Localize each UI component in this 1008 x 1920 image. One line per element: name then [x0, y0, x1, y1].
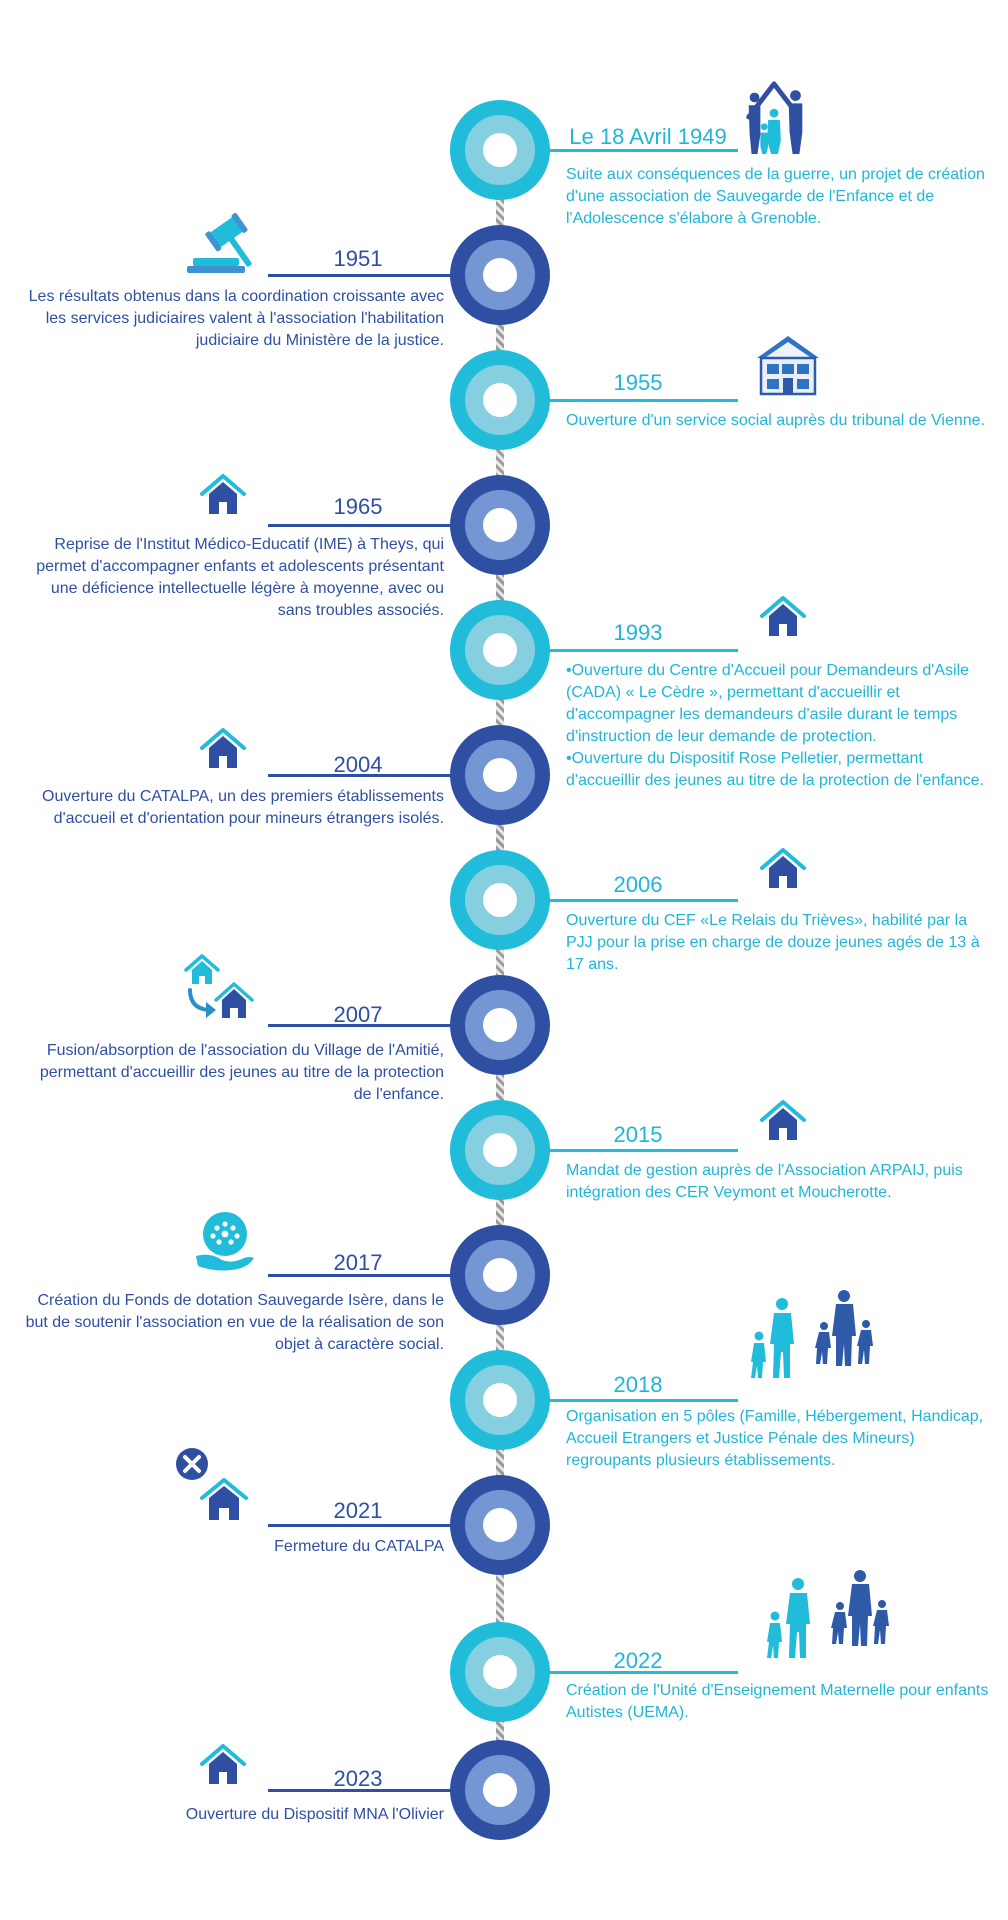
event-description [24, 786, 444, 830]
event-year: 2022 [613, 1648, 663, 1673]
timeline-connector [548, 899, 738, 902]
timeline-node [450, 1225, 550, 1325]
timeline-connector [268, 274, 452, 277]
event-year: 2015 [613, 1122, 663, 1147]
event-description [24, 1040, 444, 1106]
event-description-line: Ouverture du CATALPA, un des premiers établissements d'accueil et d'orientation pour mineurs étrangers isolés. [42, 788, 444, 827]
event-description-line: •Ouverture du Dispositif Rose Pelletier, permettant d'accueillir des jeunes au titre de la protection de l'enfance. [566, 750, 984, 789]
event-description [566, 164, 996, 230]
closed-house-icon [172, 1446, 252, 1524]
event-year: 1965 [333, 494, 383, 519]
event-year: 2006 [613, 872, 663, 897]
event-description [566, 1406, 996, 1472]
house-icon [758, 1096, 808, 1144]
timeline-connector [268, 1524, 452, 1527]
event-year: 2021 [333, 1498, 383, 1523]
families-icon [748, 1286, 878, 1382]
event-year: 2004 [333, 752, 383, 777]
timeline-connector [268, 524, 452, 527]
event-description [24, 1290, 444, 1356]
merge-houses-icon [180, 948, 260, 1026]
timeline-connector [548, 399, 738, 402]
event-description-line: Création de l'Unité d'Enseignement Maternelle pour enfants Autistes (UEMA). [566, 1682, 989, 1721]
event-description [566, 410, 996, 432]
event-description-line: Suite aux conséquences de la guerre, un projet de création d'une association de Sauvegarde de l'Enfance et de l'Adolescence s'élabore à Grenoble. [566, 166, 985, 227]
timeline-node [450, 1740, 550, 1840]
timeline-connector [548, 1399, 738, 1402]
event-description-line: Fusion/absorption de l'association du Village de l'Amitié, permettant d'accueillir des jeunes au titre de la protection de l'enfance. [39, 1042, 444, 1103]
timeline-node [450, 475, 550, 575]
event-year: 2007 [333, 1002, 383, 1027]
timeline-node [450, 1475, 550, 1575]
event-description-line: Ouverture du CEF «Le Relais du Trièves», habilité par la PJJ pour la prise en charge de douze jeunes agés de 13 à 17 ans. [566, 912, 980, 973]
timeline-node [450, 1350, 550, 1450]
event-description-line: Création du Fonds de dotation Sauvegarde Isère, dans le but de soutenir l'association en vue de la réalisation de son objet à caractère social. [25, 1292, 444, 1353]
event-year: 1993 [613, 620, 663, 645]
timeline-node [450, 1622, 550, 1722]
event-description-line: •Ouverture du Centre d'Accueil pour Demandeurs d'Asile (CADA) « Le Cèdre », permettant d'accueillir et d'accompagner les demandeurs d'asile durant le temps d'instruction de leur demande de protection. [566, 662, 970, 745]
timeline-connector [548, 1149, 738, 1152]
building-icon [755, 332, 821, 398]
house-icon [198, 1740, 248, 1788]
gavel-icon [185, 208, 265, 274]
event-description-line: Les résultats obtenus dans la coordination croissante avec les services judiciaires valent à l'association l'habilitation judiciaire du Ministère de la justice. [28, 288, 444, 349]
event-year: 1955 [613, 370, 663, 395]
timeline-node [450, 1100, 550, 1200]
event-description [566, 1680, 996, 1724]
event-description-line: Mandat de gestion auprès de l'Association ARPAIJ, puis intégration des CER Veymont et Moucherotte. [566, 1162, 963, 1201]
timeline-node [450, 350, 550, 450]
event-description-line: Ouverture du Dispositif MNA l'Olivier [185, 1806, 444, 1823]
event-year: 2018 [613, 1372, 663, 1397]
event-description-line: Ouverture d'un service social auprès du tribunal de Vienne. [566, 412, 986, 429]
timeline-node [450, 850, 550, 950]
event-description-line: Fermeture du CATALPA [274, 1538, 444, 1555]
timeline-node [450, 100, 550, 200]
timeline-node [450, 600, 550, 700]
house-icon [198, 470, 248, 518]
timeline-connector [548, 649, 738, 652]
house-icon [198, 724, 248, 772]
event-year: Le 18 Avril 1949 [569, 124, 727, 149]
family-under-roof-icon [740, 78, 810, 156]
event-description [24, 1804, 444, 1826]
event-year: 2023 [333, 1766, 383, 1791]
event-description [566, 910, 996, 976]
event-description [24, 286, 444, 352]
event-year: 2017 [333, 1250, 383, 1275]
event-description [566, 1160, 996, 1204]
event-description-line: Reprise de l'Institut Médico-Educatif (IME) à Theys, qui permet d'accompagner enfants et adolescents présentant une déficience intellectuelle légère à moyenne, avec ou sans troubles associés. [36, 536, 444, 619]
hand-fund-icon [192, 1210, 258, 1272]
timeline-node [450, 725, 550, 825]
house-icon [758, 592, 808, 640]
event-description-line: Organisation en 5 pôles (Famille, Hébergement, Handicap, Accueil Etrangers et Justice Pénale des Mineurs) regroupants plusieurs établissements. [566, 1408, 984, 1469]
event-description [24, 1536, 444, 1558]
timeline-node [450, 225, 550, 325]
event-description [566, 660, 996, 792]
families-icon [764, 1560, 894, 1668]
timeline-node [450, 975, 550, 1075]
event-year: 1951 [333, 246, 383, 271]
event-description [24, 534, 444, 622]
house-icon [758, 844, 808, 892]
